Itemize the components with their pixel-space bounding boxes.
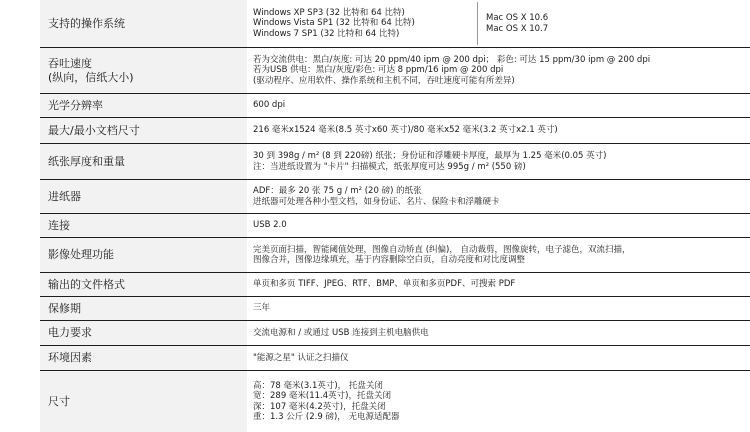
spec-label-text: 最大/最小文档尺寸 — [48, 123, 140, 137]
spec-label-text: 连接 — [48, 218, 70, 232]
spec-row-power — [40, 321, 750, 346]
spec-label — [48, 371, 238, 432]
spec-value-line: "能源之星" 认证之扫描仪 — [253, 352, 349, 363]
spec-label-text: 吞吐速度 (纵向，信纸大小) — [48, 56, 134, 84]
spec-value-line: 30 到 398g / m² (8 到 220磅) 纸张；身份证和浮雕硬卡厚度，最厚为 1.25 毫米(0.05 英寸) — [253, 151, 607, 161]
os-item: Mac OS X 10.6 — [486, 13, 549, 23]
spec-label-text: 尺寸 — [48, 394, 70, 408]
spec-value-line: 216 毫米x1524 毫米(8.5 英寸x60 英寸)/80 毫米x52 毫米(3.2 英寸x2.1 英寸) — [253, 125, 558, 136]
spec-value — [247, 297, 750, 320]
spec-value-line: 若为交流供电：黑白/灰度: 可达 20 ppm/40 ipm @ 200 dpi； 彩色: 可达 15 ppm/30 ipm @ 200 dpi — [253, 54, 651, 65]
spec-label — [48, 321, 238, 345]
spec-label — [48, 48, 238, 93]
os-item: Windows 7 SP1 (32 比特和 64 比特) — [253, 28, 400, 39]
spec-label — [48, 238, 238, 272]
spec-label-text: 环境因素 — [48, 351, 92, 364]
spec-row-file-formats — [40, 273, 750, 297]
spec-value — [247, 94, 750, 117]
spec-row-throughput — [40, 48, 750, 94]
spec-label-text: 电力要求 — [48, 326, 92, 339]
spec-row-paper-weight — [40, 144, 750, 180]
spec-label — [48, 297, 238, 320]
spec-row-resolution — [40, 94, 750, 118]
spec-label — [48, 346, 238, 370]
spec-label-text: 进纸器 — [48, 189, 81, 203]
spec-value — [247, 371, 750, 432]
spec-label — [48, 0, 238, 47]
spec-label-text: 保修期 — [48, 301, 81, 315]
spec-value-line: 三年 — [253, 303, 271, 314]
os-mac-list — [478, 0, 548, 47]
os-item: Mac OS X 10.7 — [486, 23, 549, 34]
spec-value-line: 600 dpi — [253, 100, 286, 111]
spec-label — [48, 144, 238, 179]
os-columns — [253, 0, 750, 47]
os-item: Windows XP SP3 (32 比特和 64 比特) — [253, 7, 405, 18]
spec-row-image-processing — [40, 238, 750, 273]
spec-label-text: 支持的操作系统 — [48, 16, 125, 30]
spec-row-environment — [40, 346, 750, 371]
spec-label — [48, 94, 238, 117]
spec-value-line: 重：1.3 公斤 (2.9 磅)， 无电源适配器 — [253, 412, 400, 422]
spec-value — [247, 238, 750, 272]
spec-label-text: 光学分辨率 — [48, 98, 103, 112]
spec-row-feeder — [40, 180, 750, 214]
spec-value — [247, 118, 750, 143]
spec-value — [247, 346, 750, 370]
spec-value-line: 宽：289 毫米(11.4英寸)，托盘关闭 — [253, 391, 391, 401]
spec-row-warranty — [40, 297, 750, 321]
spec-value-line: 深：107 毫米(4.2英寸)，托盘关闭 — [253, 401, 386, 412]
spec-value — [247, 0, 750, 47]
spec-value-line: 图像合并，图像边缘填充，基于内容删除空白页，自动亮度和对比度调整 — [253, 255, 526, 265]
spec-value — [247, 48, 750, 93]
spec-row-doc-size — [40, 118, 750, 144]
spec-value-line: ADF：最多 20 张 75 g / m² (20 磅) 的纸张 — [253, 186, 422, 196]
spec-value-line: 进纸器可处理各种小型文档，如身份证、名片、保险卡和浮雕硬卡 — [253, 196, 500, 207]
spec-label — [48, 214, 238, 237]
spec-value-line: 单页和多页 TIFF、JPEG、RTF、BMP、单页和多页PDF、可搜索 PDF — [253, 279, 516, 290]
spec-label — [48, 180, 238, 213]
spec-label-text: 纸张厚度和重量 — [48, 154, 125, 168]
spec-value-line: 若为USB 供电：黑白/灰度/彩色: 可达 8 ppm/16 ipm @ 200 dpi — [253, 65, 504, 76]
spec-value-line: 高：78 毫米(3.1英寸)， 托盘关闭 — [253, 380, 383, 391]
spec-label — [48, 273, 238, 296]
spec-label-text: 影像处理功能 — [48, 248, 114, 261]
os-item: Windows Vista SP1 (32 比特和 64 比特) — [253, 18, 415, 29]
spec-value — [247, 144, 750, 179]
spec-value-line: 完美页面扫描，智能阈值处理，图像自动矫直 (纠偏)， 自动裁剪，图像旋转，电子滤色，双流扫描， — [253, 244, 631, 255]
spec-value — [247, 273, 750, 296]
spec-label-text: 输出的文件格式 — [48, 277, 125, 291]
os-windows-list — [253, 0, 477, 47]
spec-label — [48, 118, 238, 143]
spec-value — [247, 214, 750, 237]
spec-row-connection — [40, 214, 750, 238]
spec-value — [247, 321, 750, 345]
spec-row-os — [40, 0, 750, 48]
spec-value-line: 交流电源和 / 或通过 USB 连接到主机电脑供电 — [253, 327, 429, 338]
spec-value — [247, 180, 750, 213]
spec-row-dimensions — [40, 371, 750, 432]
spec-value-line: USB 2.0 — [253, 220, 287, 231]
spec-value-line: 注：当进纸设置为 "卡片" 扫描模式，纸张厚度可达 995g / m² (550 磅) — [253, 161, 526, 172]
spec-value-line: (驱动程序、应用软件、操作系统和主机不同，吞吐速度可能有所差异) — [253, 75, 515, 86]
